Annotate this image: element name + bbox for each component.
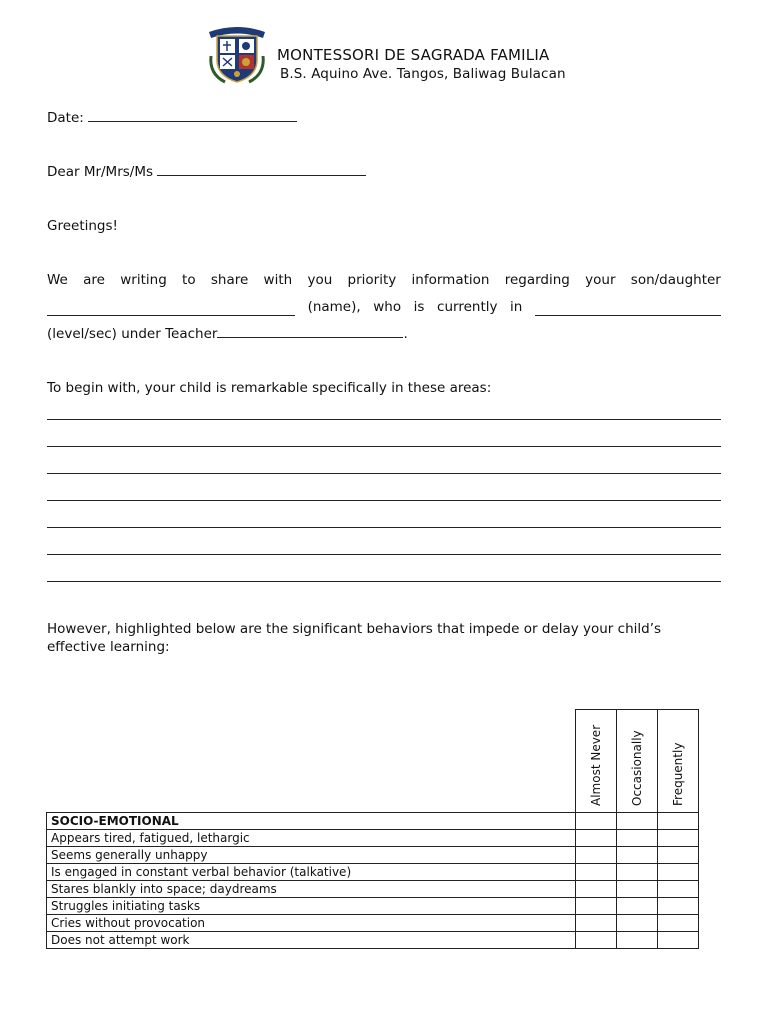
intro-word: your [585, 272, 616, 288]
salutation-line [47, 163, 366, 181]
table-row [47, 898, 699, 915]
currently-word-3: in [510, 299, 523, 315]
column-header-occasionally [617, 710, 658, 813]
table-row [47, 864, 699, 881]
remarkable-line-4[interactable] [47, 500, 721, 501]
level-label: (level/sec) under Teacher [47, 326, 218, 342]
currently-word-1: is [413, 299, 425, 315]
date-label: Date: [47, 110, 84, 126]
rating-cell[interactable] [658, 813, 699, 830]
section-row [47, 813, 699, 830]
intro-word: to [182, 272, 196, 288]
behavior-label: Stares blankly into space; daydreams [47, 881, 576, 898]
table-row [47, 847, 699, 864]
behavior-label: Cries without provocation [47, 915, 576, 932]
rating-cell-almost-never[interactable] [576, 881, 617, 898]
table-row [47, 915, 699, 932]
behavior-label: Seems generally unhappy [47, 847, 576, 864]
rating-cell-occasionally[interactable] [617, 881, 658, 898]
behavior-table [46, 709, 699, 949]
intro-line-2 [47, 298, 721, 316]
name-label: (name), [307, 299, 361, 315]
rating-cell-frequently[interactable] [658, 864, 699, 881]
remarkable-line-7[interactable] [47, 581, 721, 582]
rating-cell-frequently[interactable] [658, 898, 699, 915]
remarkable-line-1[interactable] [47, 419, 721, 420]
table-row [47, 830, 699, 847]
intro-word: are [83, 272, 105, 288]
rating-cell-almost-never[interactable] [576, 847, 617, 864]
rating-cell-occasionally[interactable] [617, 847, 658, 864]
behavior-label: Struggles initiating tasks [47, 898, 576, 915]
remarkable-line-3[interactable] [47, 473, 721, 474]
intro-word: share [210, 272, 249, 288]
intro-word: you [307, 272, 333, 288]
intro-word: information [411, 272, 490, 288]
section-label: SOCIO-EMOTIONAL [47, 813, 576, 830]
rating-cell-almost-never[interactable] [576, 915, 617, 932]
intro-line-3 [47, 325, 408, 343]
rating-cell-almost-never[interactable] [576, 830, 617, 847]
behavior-label: Does not attempt work [47, 932, 576, 949]
salutation-label: Dear Mr/Mrs/Ms [47, 164, 154, 180]
behaviors-intro: However, highlighted below are the significant behaviors that impede or delay your child’s effective learning: [47, 621, 662, 655]
column-label: Almost Never [589, 724, 603, 806]
level-end: . [403, 326, 408, 342]
rating-cell-almost-never[interactable] [576, 932, 617, 949]
rating-cell-occasionally[interactable] [617, 932, 658, 949]
school-name: MONTESSORI DE SAGRADA FAMILIA [277, 46, 550, 64]
intro-word: with [263, 272, 293, 288]
school-crest-icon [205, 22, 269, 86]
intro-word: regarding [504, 272, 570, 288]
intro-word: writing [120, 272, 167, 288]
remarkable-line-2[interactable] [47, 446, 721, 447]
column-header-almost-never [576, 710, 617, 813]
teacher-blank[interactable] [217, 325, 403, 338]
rating-cell-frequently[interactable] [658, 881, 699, 898]
currently-word-0: who [373, 299, 402, 315]
intro-line-1 [47, 271, 721, 289]
level-blank[interactable] [535, 303, 721, 316]
date-line [47, 109, 297, 127]
currently-word-2: currently [437, 299, 498, 315]
intro-word: We [47, 272, 68, 288]
rating-cell-frequently[interactable] [658, 830, 699, 847]
parent-name-blank[interactable] [157, 163, 366, 176]
remarkable-line-6[interactable] [47, 554, 721, 555]
behavior-label: Is engaged in constant verbal behavior (talkative) [47, 864, 576, 881]
column-label: Occasionally [630, 730, 644, 806]
child-name-blank[interactable] [47, 303, 295, 316]
rating-cell-almost-never[interactable] [576, 898, 617, 915]
rating-cell-frequently[interactable] [658, 915, 699, 932]
rating-cell-frequently[interactable] [658, 932, 699, 949]
behavior-label: Appears tired, fatigued, lethargic [47, 830, 576, 847]
table-header-row [47, 710, 699, 813]
rating-cell-occasionally[interactable] [617, 898, 658, 915]
rating-cell[interactable] [617, 813, 658, 830]
rating-cell[interactable] [576, 813, 617, 830]
rating-cell-occasionally[interactable] [617, 830, 658, 847]
rating-cell-occasionally[interactable] [617, 864, 658, 881]
greeting: Greetings! [47, 218, 118, 234]
rating-cell-occasionally[interactable] [617, 915, 658, 932]
date-blank[interactable] [88, 109, 297, 122]
table-row [47, 881, 699, 898]
column-header-frequently [658, 710, 699, 813]
intro-word: son/daughter [630, 272, 721, 288]
table-header-blank [47, 710, 576, 813]
intro-word: priority [347, 272, 397, 288]
table-row [47, 932, 699, 949]
rating-cell-frequently[interactable] [658, 847, 699, 864]
column-label: Frequently [671, 742, 685, 806]
remarkable-line-5[interactable] [47, 527, 721, 528]
school-address: B.S. Aquino Ave. Tangos, Baliwag Bulacan [280, 66, 566, 82]
rating-cell-almost-never[interactable] [576, 864, 617, 881]
remarkable-intro: To begin with, your child is remarkable specifically in these areas: [47, 380, 492, 396]
